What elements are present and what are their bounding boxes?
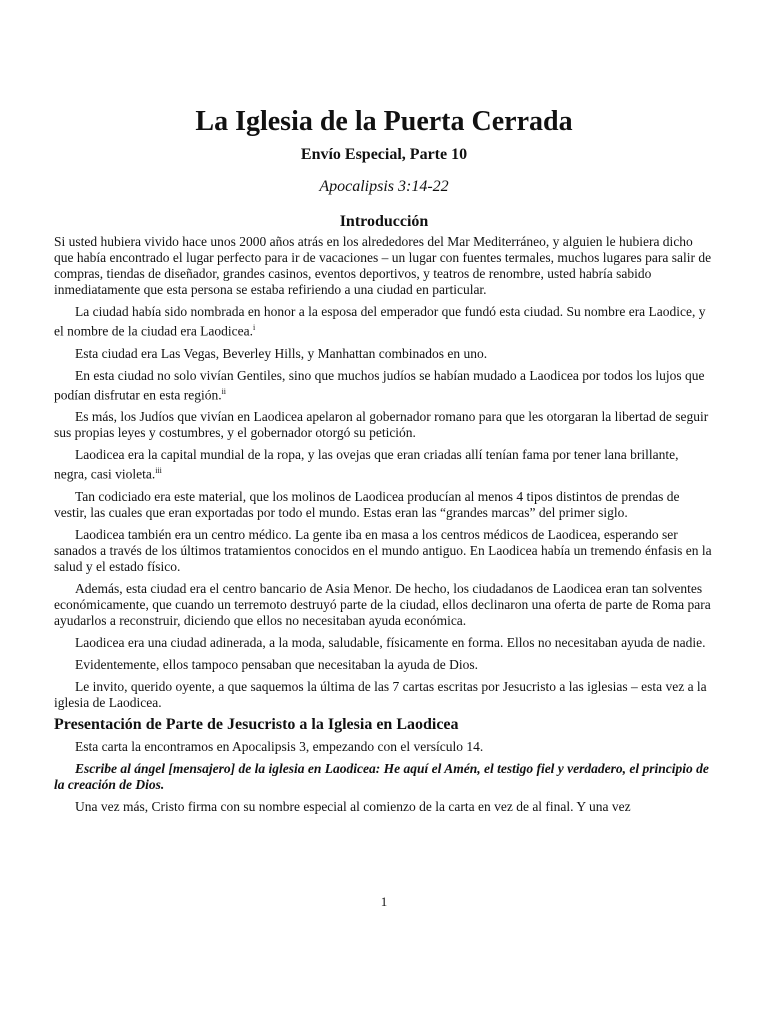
scripture-quote: Escribe al ángel [mensajero] de la iglesia en Laodicea: He aquí el Amén, el testigo fiel y verdadero, el principio de la creación de Dios. [54,760,709,792]
footnote-mark: iii [155,466,162,475]
paragraph: Tan codiciado era este material, que los molinos de Laodicea producían al menos 4 tipos distintos de prendas de vestir, las cuales que eran exportadas por todo el mundo. Estas eran las “grandes marcas” del primer siglo. [54,488,680,520]
scripture-reference: Apocalipsis 3:14-22 [319,178,449,195]
page-number: 1 [380,894,388,909]
paragraph: Esta carta la encontramos en Apocalipsis 3, empezando con el versículo 14. [75,738,484,754]
section-heading: Presentación de Parte de Jesucristo a la Iglesia en Laodicea [54,715,459,733]
footnote-mark: i [253,323,256,332]
paragraph: Laodicea era la capital mundial de la ropa, y las ovejas que eran criadas allí tenían fama por tener lana brillante, negra, casi violeta.$^{iii}$ [54,447,679,482]
paragraph: La ciudad había sido nombrada en honor a la esposa del emperador que fundó esta ciudad. Su nombre era Laodice, y el nombre de la ciudad era Laodicea.$^i$ [54,304,706,339]
paragraph: Esta ciudad era Las Vegas, Beverley Hills, y Manhattan combinados en uno. [75,345,488,361]
paragraph: En esta ciudad no solo vivían Gentiles, sino que muchos judíos se habían mudado a Laodicea por todos los lujos que podían disfrutar en esta región.$^{ii}$ [54,367,705,402]
paragraph: Es más, los Judíos que vivían en Laodicea apelaron al gobernador romano para que les otorgaran la libertad de seguir sus propias leyes y costumbres, y el gobernador otorgó su petición. [54,409,709,440]
document-subtitle: Envío Especial, Parte 10 [300,146,468,163]
paragraph: Si usted hubiera vivido hace unos 2000 años atrás en los alrededores del Mar Mediterráneo, y alguien le hubiera dicho que había encontrado el lugar perfecto para ir de vacaciones – un lugar con fuentes termales, muchos lugares para salir de compras, tiendas de diseñador, grandes casinos, eventos deportivos, y teatros de renombre, usted habría sabido inmediatamente que esta persona se estaba refiriendo a una ciudad en particular. [54,234,712,297]
paragraph: Le invito, querido oyente, a que saquemos la última de las 7 cartas escritas por Jesucristo a las iglesias – esta vez a la iglesia de Laodicea. [54,678,707,710]
paragraph: Evidentemente, ellos tampoco pensaban que necesitaban la ayuda de Dios. [75,656,478,672]
intro-heading: Introducción [339,213,429,230]
paragraph: Laodicea era una ciudad adinerada, a la moda, saludable, físicamente en forma. Ellos no necesitaban ayuda de nadie. [75,634,706,650]
document-title: La Iglesia de la Puerta Cerrada [195,106,573,137]
footnote-mark: ii [221,386,227,396]
paragraph: Además, esta ciudad era el centro bancario de Asia Menor. De hecho, los ciudadanos de Laodicea eran tan solventes económicamente, que cuando un terremoto destruyó parte de la ciudad, ellos declinaron una oferta de parte de Roma para ayudarlos a reconstruir, diciendo que ellos no necesitaban ayuda económica. [54,580,711,628]
paragraph: Una vez más, Cristo firma con su nombre especial al comienzo de la carta en vez de al final. Y una vez [75,798,631,814]
paragraph: Laodicea también era un centro médico. La gente iba en masa a los centros médicos de Laodicea, esperando ser sanados a través de los últimos tratamientos conocidos en el mundo antiguo. En Laodicea había un tremendo énfasis en la salud y el estado físico. [54,526,712,574]
document-body [54,234,712,821]
